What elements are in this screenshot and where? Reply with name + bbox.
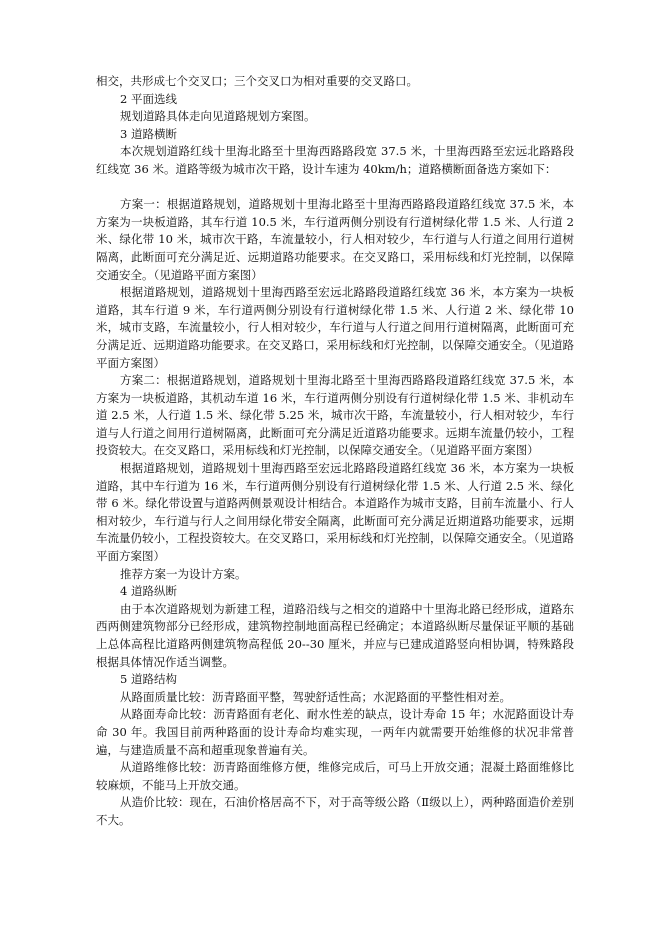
paragraph: 本次规划道路红线十里海北路至十里海西路路段宽 37.5 米，十里海西路至宏远北路路段红线宽 36 米。道路等级为城市次干路，设计车速为 40km/h；道路横断面备选方案如下： xyxy=(96,144,574,176)
section-heading: 3 道路横断 xyxy=(120,126,177,141)
paragraph: 推荐方案一为设计方案。 xyxy=(120,566,247,581)
paragraph: 根据道路规划，道路规划十里海西路至宏远北路路段道路红线宽 36 米，本方案为一块板道路，其车行道 9 米，车行道两侧分别设有行道树绿化带 1.5 米、人行道 2 米、绿化带 10 米，城市支路，车流量较小，行人相对较少，车行道与人行道之间用行道树隔离，此断面可充分满足近、远期道路功能要求。在交叉路口，采用标线和灯光控制，以保障交通安全。（见道路平面方案图） xyxy=(96,285,574,370)
section-heading: 2 平面选线 xyxy=(120,91,177,106)
section-heading: 5 道路结构 xyxy=(120,672,177,687)
section-heading: 4 道路纵断 xyxy=(120,584,177,599)
paragraph: 从造价比较：现在，石油价格居高不下，对于高等级公路（Ⅱ级以上），两种路面造价差别不大。 xyxy=(96,795,574,827)
paragraph: 从道路维修比较：沥青路面维修方便，维修完成后，可马上开放交通；混凝土路面维修比较麻烦，不能马上开放交通。 xyxy=(96,760,574,792)
paragraph: 规划道路具体走向见道路规划方案图。 xyxy=(120,109,316,124)
paragraph: 根据道路规划，道路规划十里海西路至宏远北路路段道路红线宽 36 米，本方案为一块板道路，其中车行道为 16 米，车行道两侧分别设有行道树绿化带 1.5 米、人行道 2.5 米、绿化带 6 米。绿化带设置与道路两侧景观设计相结合。本道路作为城市支路，目前车流量小、行人相对较少，车行道与行人之间用绿化带安全隔离，此断面可充分满足近期道路功能要求，远期车流量仍较小，工程投资较大。在交叉路口，采用标线和灯光控制，以保障交通安全。（见道路平面方案图） xyxy=(96,461,574,564)
paragraph: 从路面寿命比较：沥青路面有老化、耐水性差的缺点，设计寿命 15 年；水泥路面设计寿命 30 年。我国目前两种路面的设计寿命均难实现，一两年内就需要开始维修的状况非常普遍，与建造质量不高和超重现象普遍有关。 xyxy=(96,707,574,757)
paragraph: 从路面质量比较：沥青路面平整，驾驶舒适性高；水泥路面的平整性相对差。 xyxy=(120,689,511,704)
paragraph: 方案一：根据道路规划，道路规划十里海北路至十里海西路路段道路红线宽 37.5 米，本方案为一块板道路，其车行道 10.5 米，车行道两侧分别设有行道树绿化带 1.5 米、人行道 2 米、绿化带 10 米，城市次干路，车流量较小，行人相对较少，车行道与人行道之间用行道树隔离，此断面可充分满足近、远期道路功能要求。在交叉路口，采用标线和灯光控制，以保障交通安全。（见道路平面方案图） xyxy=(96,197,574,282)
blank-line xyxy=(96,179,574,197)
paragraph: 方案二：根据道路规划，道路规划十里海北路至十里海西路路段道路红线宽 37.5 米，本方案为一块板道路，其机动车道 16 米，车行道两侧分别设有行道树绿化带 1.5 米、非机动车道 2.5 米，人行道 1.5 米、绿化带 5.25 米，城市次干路，车流量较小，行人相对较少，车行道与人行道之间用行道树隔离，此断面可充分满足近道路功能要求。远期车流量仍较小，工程投资较大。在交叉路口，采用标线和灯光控制，以保障交通安全。（见道路平面方案图） xyxy=(96,373,574,458)
paragraph: 由于本次道路规划为新建工程，道路沿线与之相交的道路中十里海北路已经形成，道路东西两侧建筑物部分已经形成，建筑物控制地面高程已经确定；本道路纵断尽量保证平顺的基础上总体高程比道路两侧建筑物高程低 20--30 厘米，并应与已建成道路竖向相协调，特殊路段根据具体情况作适当调整。 xyxy=(96,601,574,669)
paragraph: 相交，共形成七个交叉口；三个交叉口为相对重要的交叉路口。 xyxy=(96,74,418,88)
document-body xyxy=(96,73,574,830)
